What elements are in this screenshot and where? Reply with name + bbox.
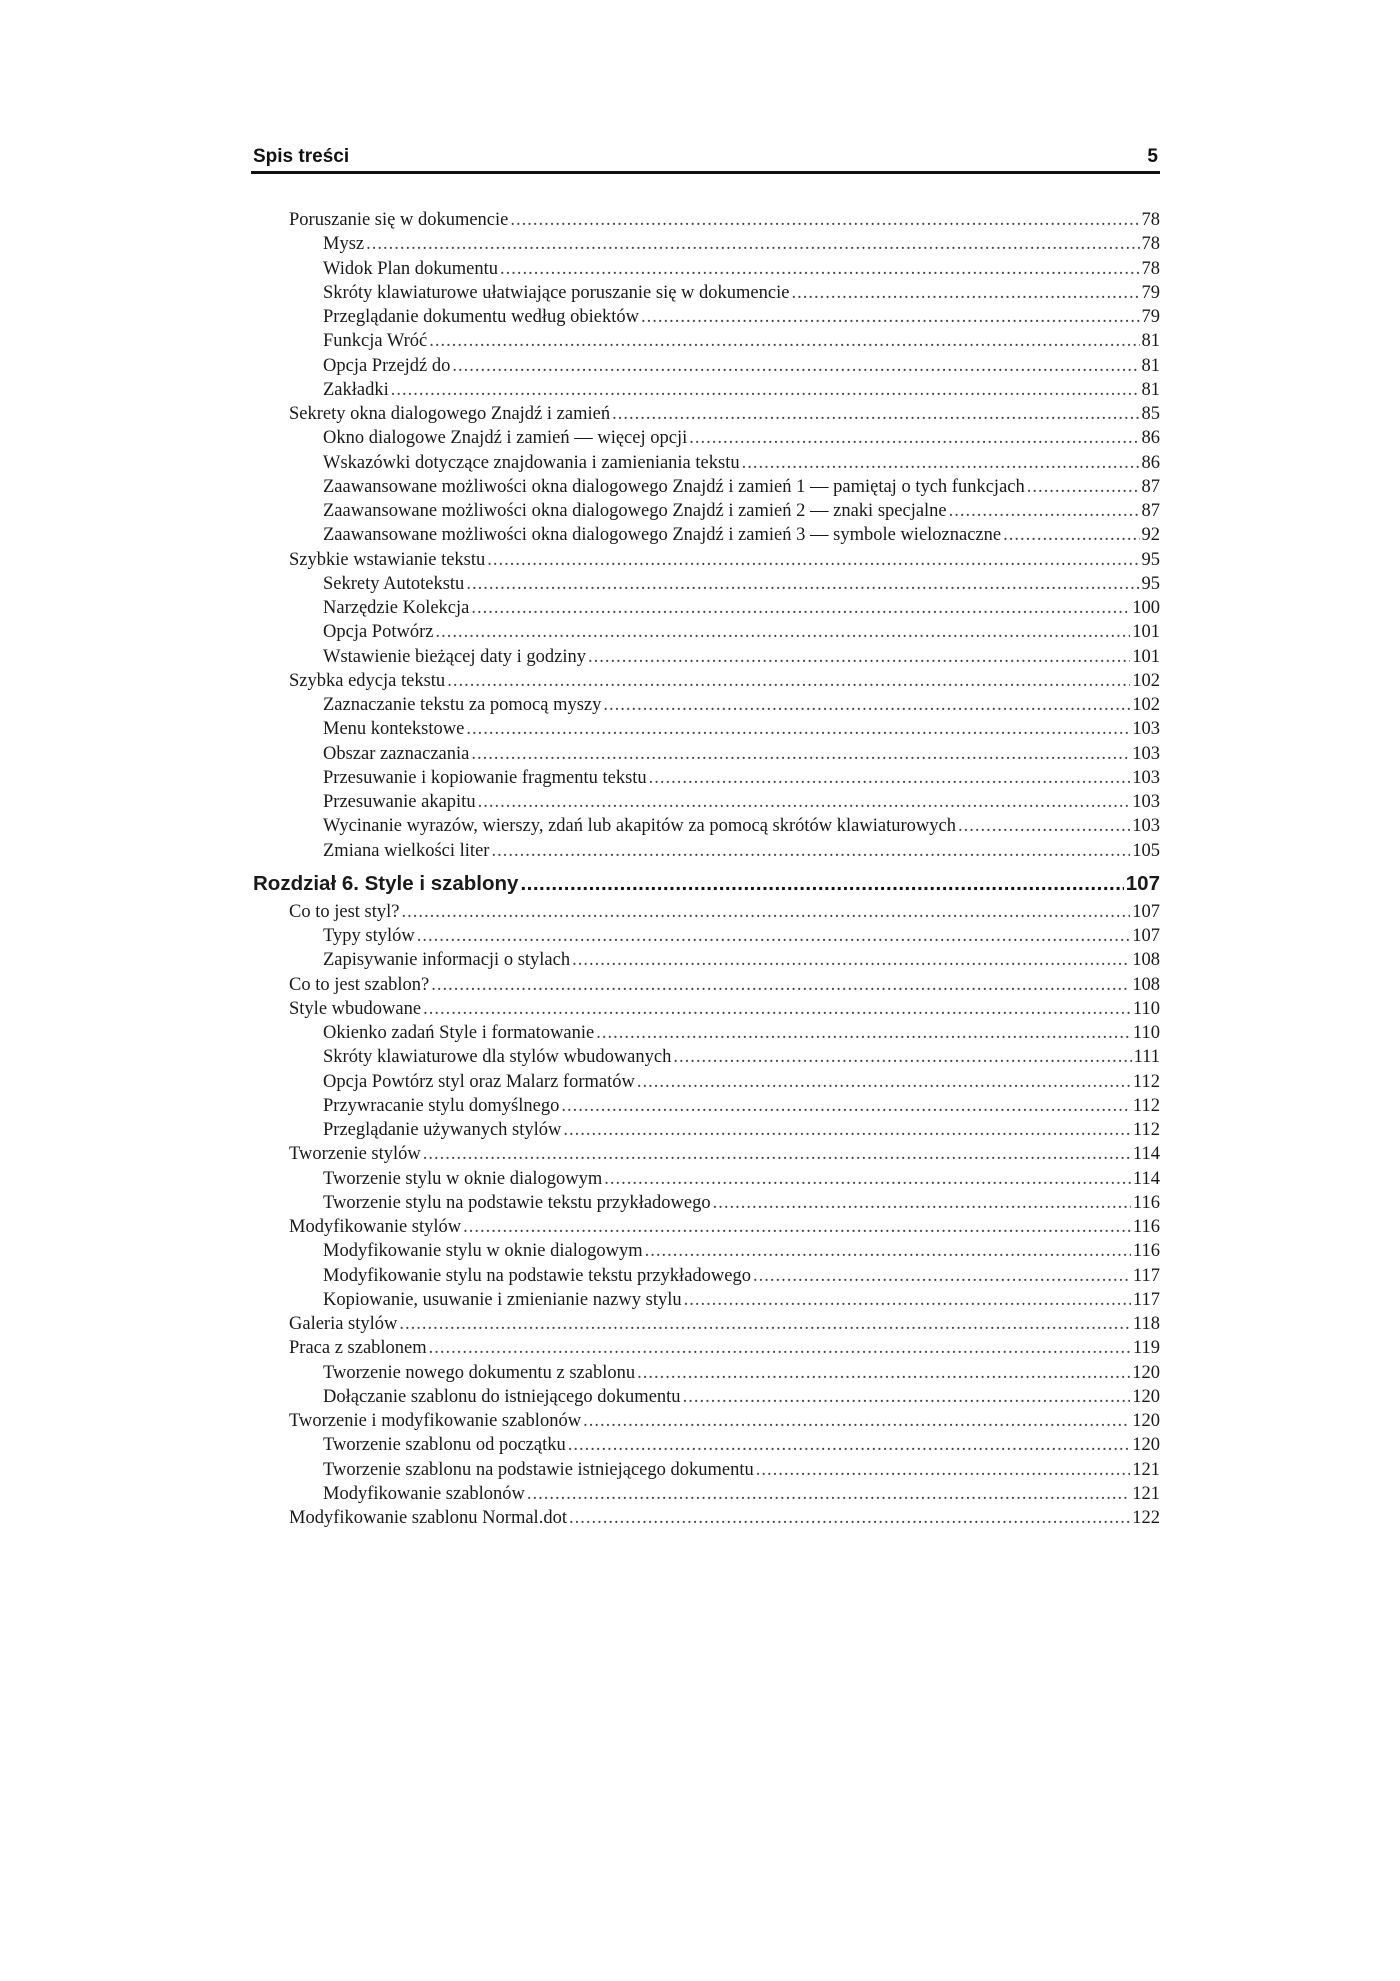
toc-entry-title: Praca z szablonem — [289, 1338, 427, 1359]
dot-leader — [423, 999, 1131, 1020]
toc-entry-page: 119 — [1132, 1338, 1160, 1359]
dot-leader — [603, 695, 1130, 716]
dot-leader — [431, 975, 1130, 996]
toc-entry-title: Sekrety okna dialogowego Znajdź i zamień — [289, 404, 611, 424]
toc-entry-title: Poruszanie się w dokumencie — [289, 210, 509, 230]
toc-entry-page: 85 — [1141, 404, 1160, 424]
toc-entry-page: 103 — [1132, 743, 1160, 764]
toc-entry — [251, 902, 1160, 926]
toc-entry-page: 79 — [1141, 282, 1160, 303]
toc-entry-title: Dołączanie szablonu do istniejącego dokumentu — [323, 1386, 681, 1407]
dot-leader — [399, 1314, 1131, 1335]
toc-entry-title: Rozdział 6. Style i szablony — [253, 871, 519, 895]
dot-leader — [683, 1387, 1131, 1408]
toc-entry — [251, 283, 1160, 307]
toc-entry-page: 86 — [1141, 428, 1160, 449]
dot-leader — [689, 428, 1139, 449]
dot-leader — [673, 1047, 1131, 1068]
toc-entry — [251, 477, 1160, 501]
toc-entry-title: Przesuwanie akapitu — [323, 792, 476, 812]
toc-entry-page: 120 — [1132, 1362, 1160, 1383]
toc-entry-page: 92 — [1141, 525, 1160, 546]
toc-entry-title: Tworzenie i modyfikowanie szablonów — [289, 1411, 582, 1431]
toc-entry-title: Kopiowanie, usuwanie i zmienianie nazwy stylu — [323, 1289, 682, 1310]
dot-leader — [637, 1072, 1131, 1093]
running-header-title: Spis treści — [253, 146, 350, 167]
toc-entry-title: Okienko zadań Style i formatowanie — [323, 1023, 595, 1043]
toc-entry — [251, 1193, 1160, 1217]
toc-entry — [251, 622, 1160, 646]
dot-leader — [645, 1241, 1131, 1262]
toc-entry — [251, 210, 1160, 234]
toc-entry — [251, 234, 1160, 258]
dot-leader — [791, 283, 1139, 304]
toc-entry-title: Zaznaczanie tekstu za pomocą myszy — [323, 695, 602, 715]
toc-entry — [251, 1023, 1160, 1047]
toc-entry — [251, 671, 1160, 695]
toc-entry — [251, 744, 1160, 768]
toc-entry — [251, 1314, 1160, 1338]
toc-entry-title: Zaawansowane możliwości okna dialogowego Znajdź i zamień 2 — znaki specjalne — [323, 501, 947, 521]
header-rule — [251, 171, 1160, 174]
toc-entry — [251, 926, 1160, 950]
toc-entry — [251, 380, 1160, 404]
toc-entry-page: 95 — [1141, 549, 1160, 570]
toc-entry-title: Widok Plan dokumentu — [323, 258, 498, 279]
toc-entry-title: Zaawansowane możliwości okna dialogowego Znajdź i zamień 3 — symbole wieloznaczne — [323, 525, 1002, 546]
toc-entry-page: 81 — [1141, 355, 1160, 376]
dot-leader — [583, 1411, 1130, 1432]
dot-leader — [417, 926, 1131, 947]
toc-entry — [251, 307, 1160, 331]
dot-leader — [402, 902, 1131, 923]
toc-chapter-entry — [251, 872, 1160, 900]
toc-entry-page: 122 — [1132, 1508, 1160, 1528]
toc-entry — [251, 1460, 1160, 1484]
toc-entry-page: 120 — [1132, 1435, 1160, 1456]
toc-entry-page: 107 — [1132, 926, 1160, 946]
toc-entry-title: Narzędzie Kolekcja — [323, 598, 470, 618]
toc-entry — [251, 1144, 1160, 1168]
toc-entry — [251, 1266, 1160, 1290]
toc-entry-title: Tworzenie nowego dokumentu z szablonu — [323, 1362, 636, 1383]
dot-leader — [429, 331, 1139, 352]
toc-entry-page: 121 — [1132, 1483, 1160, 1504]
toc-entry-title: Co to jest styl? — [289, 901, 400, 922]
toc-entry-title: Wskazówki dotyczące znajdowania i zamieniania tekstu — [323, 452, 740, 473]
dot-leader — [568, 1435, 1131, 1456]
dot-leader — [447, 671, 1130, 692]
toc-entry — [251, 1508, 1160, 1532]
toc-entry-page: 116 — [1132, 1217, 1160, 1237]
toc-entry — [251, 598, 1160, 622]
toc-entry-title: Funkcja Wróć — [323, 331, 428, 352]
dot-leader — [435, 622, 1130, 643]
toc-entry — [251, 1484, 1160, 1508]
toc-entry-page: 79 — [1141, 307, 1160, 327]
dot-leader — [612, 404, 1139, 425]
toc-entry-page: 103 — [1132, 816, 1160, 837]
dot-leader — [391, 380, 1140, 401]
dot-leader — [487, 550, 1139, 571]
dot-leader — [520, 872, 1123, 896]
toc-entry-title: Przesuwanie i kopiowanie fragmentu tekstu — [323, 767, 647, 788]
toc-entry — [251, 1363, 1160, 1387]
dot-leader — [466, 574, 1139, 595]
toc-entry — [251, 331, 1160, 355]
toc-entry-page: 107 — [1125, 871, 1160, 895]
toc-entry — [251, 841, 1160, 865]
dot-leader — [510, 210, 1139, 231]
toc-entry-title: Style wbudowane — [289, 998, 422, 1019]
toc-entry-title: Tworzenie szablonu na podstawie istniejącego dokumentu — [323, 1459, 754, 1480]
toc-entry-title: Modyfikowanie stylu w oknie dialogowym — [323, 1241, 643, 1262]
toc-entry-page: 120 — [1132, 1411, 1160, 1431]
toc-entry-title: Modyfikowanie stylów — [289, 1217, 462, 1237]
dot-leader — [500, 259, 1140, 280]
dot-leader — [466, 719, 1130, 740]
toc-entry — [251, 1338, 1160, 1362]
toc-entry — [251, 1435, 1160, 1459]
toc-entry-title: Zmiana wielkości liter — [323, 840, 490, 861]
toc-entry-title: Typy stylów — [323, 926, 415, 946]
dot-leader — [596, 1023, 1131, 1044]
toc-entry-page: 103 — [1132, 767, 1160, 788]
toc-entry — [251, 950, 1160, 974]
toc-entry-title: Skróty klawiaturowe dla stylów wbudowanych — [323, 1047, 672, 1068]
toc-entry-title: Obszar zaznaczania — [323, 743, 470, 764]
toc-entry-title: Co to jest szablon? — [289, 974, 430, 995]
toc-entry — [251, 647, 1160, 671]
dot-leader — [429, 1338, 1131, 1359]
toc-entry-page: 101 — [1132, 622, 1160, 643]
toc-entry-title: Menu kontekstowe — [323, 719, 465, 740]
toc-entry-page: 81 — [1141, 331, 1160, 352]
toc-entry-page: 95 — [1141, 573, 1160, 594]
toc-entry-title: Opcja Powtórz styl oraz Malarz formatów — [323, 1071, 635, 1092]
toc-entry-page: 87 — [1141, 501, 1160, 521]
dot-leader — [604, 1169, 1131, 1190]
dot-leader — [563, 1120, 1131, 1141]
dot-leader — [637, 1363, 1130, 1384]
toc-entry-page: 78 — [1141, 210, 1160, 230]
dot-leader — [527, 1484, 1130, 1505]
toc-entry — [251, 1290, 1160, 1314]
toc-entry-page: 107 — [1132, 901, 1160, 922]
toc-entry-title: Skróty klawiaturowe ułatwiające poruszanie się w dokumencie — [323, 282, 790, 303]
toc-entry-page: 102 — [1132, 695, 1160, 715]
toc-entry-page: 108 — [1132, 974, 1160, 995]
dot-leader — [366, 234, 1139, 255]
toc-entry-page: 110 — [1132, 998, 1160, 1019]
toc-entry-page: 118 — [1132, 1314, 1160, 1334]
toc-entry — [251, 525, 1160, 549]
toc-entry-page: 103 — [1132, 792, 1160, 812]
toc-entry-page: 105 — [1132, 840, 1160, 861]
toc-entry — [251, 1047, 1160, 1071]
toc-entry-title: Mysz — [323, 234, 365, 255]
toc-entry-title: Opcja Przejdź do — [323, 355, 451, 376]
toc-entry — [251, 975, 1160, 999]
toc-entry — [251, 999, 1160, 1023]
toc-entry-title: Sekrety Autotekstu — [323, 573, 465, 594]
toc-entry-page: 117 — [1132, 1265, 1160, 1286]
toc-entry-title: Modyfikowanie szablonów — [323, 1483, 525, 1504]
toc-entry — [251, 816, 1160, 840]
toc-entry-page: 100 — [1132, 598, 1160, 618]
toc-entry — [251, 550, 1160, 574]
toc-entry — [251, 259, 1160, 283]
toc-entry — [251, 1217, 1160, 1241]
toc-entry-page: 111 — [1133, 1047, 1160, 1068]
toc-entry — [251, 574, 1160, 598]
toc-entry-title: Przywracanie stylu domyślnego — [323, 1095, 560, 1116]
toc-entry-page: 112 — [1132, 1071, 1160, 1092]
toc-entry-title: Przeglądanie używanych stylów — [323, 1120, 562, 1140]
toc-entry-title: Modyfikowanie stylu na podstawie tekstu przykładowego — [323, 1265, 751, 1286]
dot-leader — [471, 598, 1130, 619]
dot-leader — [649, 768, 1131, 789]
dot-leader — [463, 1217, 1131, 1238]
table-of-contents — [251, 210, 1160, 1532]
toc-entry-page: 121 — [1132, 1459, 1160, 1480]
toc-entry-page: 112 — [1132, 1120, 1160, 1140]
dot-leader — [572, 950, 1130, 971]
toc-entry-title: Tworzenie szablonu od początku — [323, 1435, 566, 1456]
toc-entry — [251, 1411, 1160, 1435]
dot-leader — [742, 453, 1140, 474]
toc-entry — [251, 428, 1160, 452]
toc-entry-page: 103 — [1132, 719, 1160, 740]
dot-leader — [753, 1266, 1131, 1287]
toc-entry — [251, 792, 1160, 816]
toc-entry-title: Zapisywanie informacji o stylach — [323, 950, 571, 971]
toc-entry-page: 120 — [1132, 1386, 1160, 1407]
toc-entry — [251, 1072, 1160, 1096]
toc-entry-page: 114 — [1132, 1168, 1160, 1189]
toc-entry-page: 102 — [1132, 670, 1160, 691]
toc-entry-page: 87 — [1141, 476, 1160, 497]
toc-entry — [251, 719, 1160, 743]
toc-entry-page: 112 — [1132, 1095, 1160, 1116]
toc-entry-title: Szybka edycja tekstu — [289, 670, 446, 691]
dot-leader — [1003, 525, 1139, 546]
toc-entry-title: Wstawienie bieżącej daty i godziny — [323, 646, 587, 667]
dot-leader — [641, 307, 1140, 328]
toc-entry-title: Galeria stylów — [289, 1314, 398, 1334]
toc-entry-title: Opcja Potwórz — [323, 622, 434, 643]
dot-leader — [684, 1290, 1131, 1311]
toc-entry — [251, 768, 1160, 792]
dot-leader — [756, 1460, 1130, 1481]
dot-leader — [471, 744, 1130, 765]
toc-entry — [251, 404, 1160, 428]
toc-entry-page: 86 — [1141, 452, 1160, 473]
dot-leader — [713, 1193, 1131, 1214]
toc-entry-title: Szybkie wstawianie tekstu — [289, 549, 486, 570]
toc-entry — [251, 453, 1160, 477]
toc-entry-page: 114 — [1132, 1144, 1160, 1165]
toc-entry-page: 78 — [1141, 234, 1160, 255]
dot-leader — [423, 1144, 1131, 1165]
toc-entry — [251, 501, 1160, 525]
toc-entry — [251, 695, 1160, 719]
toc-entry-page: 78 — [1141, 258, 1160, 279]
toc-entry-title: Wycinanie wyrazów, wierszy, zdań lub akapitów za pomocą skrótów klawiaturowych — [323, 816, 956, 837]
toc-entry-title: Tworzenie stylów — [289, 1144, 421, 1165]
dot-leader — [452, 356, 1139, 377]
toc-entry-page: 117 — [1132, 1289, 1160, 1310]
toc-entry — [251, 356, 1160, 380]
running-header — [251, 146, 1160, 172]
page-number: 5 — [1147, 146, 1158, 167]
dot-leader — [588, 647, 1130, 668]
dot-leader — [561, 1096, 1131, 1117]
dot-leader — [1027, 477, 1140, 498]
toc-entry-page: 110 — [1132, 1023, 1160, 1043]
toc-entry-title: Przeglądanie dokumentu według obiektów — [323, 307, 639, 327]
toc-entry — [251, 1096, 1160, 1120]
toc-entry-page: 81 — [1141, 379, 1160, 400]
toc-entry-page: 116 — [1132, 1192, 1160, 1213]
toc-entry — [251, 1241, 1160, 1265]
toc-entry-page: 116 — [1132, 1241, 1160, 1262]
dot-leader — [958, 816, 1130, 837]
toc-entry-title: Modyfikowanie szablonu Normal.dot — [289, 1508, 567, 1528]
toc-entry — [251, 1387, 1160, 1411]
toc-entry-page: 101 — [1132, 646, 1160, 667]
dot-leader — [949, 501, 1140, 522]
toc-entry-title: Tworzenie stylu w oknie dialogowym — [323, 1168, 603, 1189]
toc-entry-title: Tworzenie stylu na podstawie tekstu przykładowego — [323, 1192, 711, 1213]
dot-leader — [491, 841, 1130, 862]
toc-entry-title: Okno dialogowe Znajdź i zamień — więcej opcji — [323, 428, 688, 449]
toc-entry-title: Zaawansowane możliwości okna dialogowego Znajdź i zamień 1 — pamiętaj o tych funkcjach — [323, 476, 1025, 497]
dot-leader — [478, 792, 1131, 813]
toc-entry-title: Zakładki — [323, 379, 389, 400]
toc-entry — [251, 1120, 1160, 1144]
dot-leader — [569, 1508, 1130, 1529]
toc-entry — [251, 1169, 1160, 1193]
toc-entry-page: 108 — [1132, 950, 1160, 971]
